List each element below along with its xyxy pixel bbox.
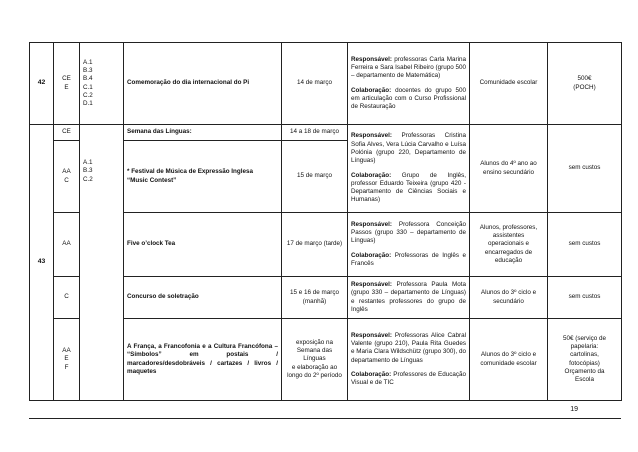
public-line: ensino secundário xyxy=(482,168,535,176)
public-line: assistentes xyxy=(492,232,525,240)
competence-item: B.3 xyxy=(83,66,93,74)
code-line: CE xyxy=(62,75,71,83)
responsible-text: Professoras Cristina Sofia Alves, Vera Lúcia Carvalho e Luísa Polónia (grupo 220, Departamento de Línguas) xyxy=(351,132,466,165)
activity-date xyxy=(282,319,348,401)
responsible-cell xyxy=(348,43,470,125)
activity-title: Semana das Línguas: xyxy=(124,125,282,141)
public-line: Alunos do 3º ciclo e xyxy=(480,289,537,297)
target-public: Comunidade escolar xyxy=(470,43,548,125)
responsible-label: Responsável: xyxy=(351,220,392,228)
activity-number: 42 xyxy=(30,43,54,125)
page-number: 19 xyxy=(570,406,578,413)
cost-line: fotocópias) xyxy=(569,359,600,367)
public-line: Alunos do 4º ano ao xyxy=(480,160,537,168)
competence-item: C.2 xyxy=(83,91,93,99)
activity-date: 15 de março xyxy=(282,141,348,213)
date-line: longo do 2º período xyxy=(287,371,342,379)
competence-item: A.1 xyxy=(83,58,93,66)
collaboration-label: Colaboração: xyxy=(351,251,392,259)
cost-line: Orçamento da xyxy=(564,367,605,375)
public-line: operacionais e xyxy=(488,240,529,248)
table-row xyxy=(30,43,622,125)
target-public xyxy=(470,277,548,319)
responsible-text: professoras Carla Marina Ferreira e Sara Isabel Ribeiro (grupo 500 – departamento de Matemática) xyxy=(351,55,466,80)
cost-cell xyxy=(548,319,622,401)
activity-title: Five o’clock Tea xyxy=(124,213,282,277)
competence-item: C.2 xyxy=(83,175,93,183)
collaboration-label: Colaboração: xyxy=(351,370,392,378)
collaboration-label: Colaboração: xyxy=(351,86,392,94)
competence-item: B.3 xyxy=(83,167,93,175)
code-line: F xyxy=(64,363,69,371)
responsible-cell xyxy=(348,213,470,277)
responsible-label: Responsável: xyxy=(351,280,392,288)
public-line: comunidade escolar xyxy=(480,359,537,367)
responsible-text: Professora Paula Mota (grupo 330 – departamento de Línguas) e restantes professores do grupo de Inglês xyxy=(351,280,466,313)
competences-cell xyxy=(80,43,124,125)
activity-code: AA xyxy=(54,213,80,277)
activity-number: 43 xyxy=(30,125,54,401)
cost-line: 50€ (serviço de xyxy=(562,334,607,342)
code-line: C xyxy=(64,176,69,184)
code-line: E xyxy=(64,83,69,91)
activity-code: CE xyxy=(54,125,80,141)
cost-cell xyxy=(548,43,622,125)
code-line: E xyxy=(64,355,69,363)
competence-item: C.1 xyxy=(83,83,93,91)
activity-code: C xyxy=(54,277,80,319)
public-line: educação xyxy=(494,256,523,264)
date-line: e elaboração ao xyxy=(291,363,338,371)
responsible-label: Responsável: xyxy=(351,331,392,339)
activity-plan-table xyxy=(29,42,622,401)
cost-cell: sem custos xyxy=(548,125,622,213)
activity-code xyxy=(54,141,80,213)
activity-date xyxy=(282,277,348,319)
table-row xyxy=(30,125,622,141)
public-line: encarregados de xyxy=(484,248,533,256)
collaboration-text: docentes do grupo 500 em articulação com o Curso Profissional de Restauração xyxy=(351,86,466,111)
target-public xyxy=(470,125,548,213)
collaboration-text: Professores de Educação Visual e de TIC xyxy=(351,370,466,387)
responsible-cell xyxy=(348,125,470,213)
cost-cell: sem custos xyxy=(548,213,622,277)
date-line: exposição na xyxy=(295,338,334,346)
competence-item: A.1 xyxy=(83,159,93,166)
cost-line: (POCH) xyxy=(573,83,596,91)
footer-rule xyxy=(29,418,621,419)
responsible-cell xyxy=(348,319,470,401)
activity-title: Concurso de soletração xyxy=(124,277,282,319)
responsible-text: Professoras Alice Cabral Valente (grupo 210), Paula Rita Guedes e Maria Clara Wildschütz (grupo 300), do departamento de Línguas xyxy=(351,331,466,364)
code-line: AA xyxy=(62,168,71,176)
activity-line: “Music Contest” xyxy=(127,176,177,184)
cost-line: papelaria: xyxy=(570,342,599,350)
public-line: secundário xyxy=(493,297,524,305)
competence-item: D.1 xyxy=(83,100,93,108)
activity-title xyxy=(124,141,282,213)
responsible-label: Responsável: xyxy=(351,132,392,140)
public-line: Alunos, professores, xyxy=(479,223,538,231)
competences-cell xyxy=(80,125,124,401)
collaboration-label: Colaboração: xyxy=(351,171,392,179)
cost-line: Escola xyxy=(575,376,594,384)
competence-item: B.4 xyxy=(83,75,93,83)
collaboration-text: Professoras de Inglês e Francês xyxy=(351,251,466,267)
target-public xyxy=(470,319,548,401)
activity-date: 14 a 18 de março xyxy=(282,125,348,141)
activity-code xyxy=(54,43,80,125)
responsible-cell xyxy=(348,277,470,319)
activity-title: A França, a Francofonia e a Cultura Francófona – “Símbolos” em postais / marcadores/desdobráveis / cartazes / livros / maquetes xyxy=(124,319,282,401)
responsible-text: Professora Conceição Passos (grupo 330 – departamento de Línguas) xyxy=(351,220,466,245)
activity-code xyxy=(54,319,80,401)
code-line: AA xyxy=(62,347,71,355)
activity-date: 14 de março xyxy=(282,43,348,125)
collaboration-text: Grupo de Inglês, professor Eduardo Teixeira (grupo 420 - Departamento de Ciências Sociais e Humanas) xyxy=(351,171,466,204)
cost-cell: sem custos xyxy=(548,277,622,319)
cost-line: 500€ xyxy=(577,75,592,83)
public-line: Alunos do 3º ciclo e xyxy=(480,351,537,359)
target-public xyxy=(470,213,548,277)
cost-line: cartolinas, xyxy=(570,351,599,359)
date-line: (manhã) xyxy=(302,297,327,305)
date-line: Semana das Línguas xyxy=(296,347,333,363)
date-line: 15 e 16 de março xyxy=(289,289,339,297)
activity-date: 17 de março (tarde) xyxy=(282,213,348,277)
activity-line: * Festival de Música de Expressão Inglesa xyxy=(127,168,253,176)
activity-title: Comemoração do dia internacional do Pi xyxy=(124,43,282,125)
responsible-label: Responsável: xyxy=(351,55,392,63)
